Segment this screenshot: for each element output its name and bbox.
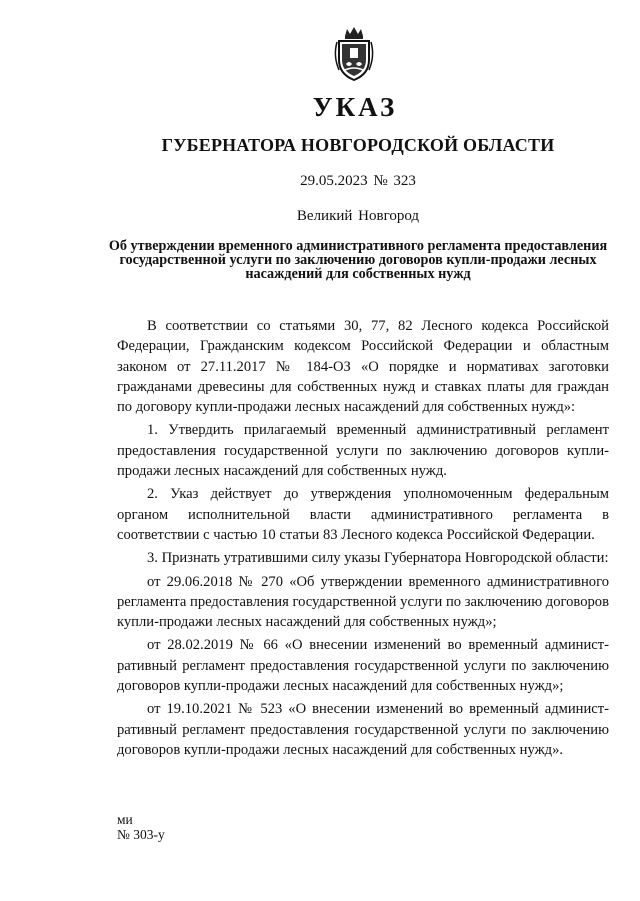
paragraph: от 19.10.2021 № 523 «О внесении изменений во временный админист-ративный регламент предоставления государственной услуги по заключению договоров купли-продажи лесных насаждений для собственных нужд».: [117, 701, 609, 758]
paragraph: от 29.06.2018 № 270 «Об утверждении временного административного регламента предоставления государственной услуги по заключению договоров купли-продажи лесных насаждений для собственных нужд»;: [117, 573, 609, 631]
document-footer: [117, 812, 165, 842]
footer-number: № 303-у: [117, 827, 165, 842]
footer-initials: ми: [117, 812, 133, 827]
document-issuer: ГУБЕРНАТОРА НОВГОРОДСКОЙ ОБЛАСТИ: [161, 135, 555, 155]
paragraph: 2. Указ действует до утверждения уполномоченным федеральным органом исполнительной власти административного регламента в соответствии с частью 10 статьи 83 Лесного кодекса Российской Федерации.: [117, 486, 609, 543]
paragraph: В соответствии со статьями 30, 77, 82 Лесного кодекса Российской Федерации, Гражданским кодексом Российской Федерации и областным законом от 27.11.2017 № 184-ОЗ «О порядке и нормативах заготовки гражданами древесины для собственных нужд и ставках платы для граждан по договору купли-продажи лесных насаждений для собственных нужд»:: [117, 318, 609, 416]
paragraph: 1. Утвердить прилагаемый временный административный регламент предоставления государственной услуги по заключению договоров купли-продажи лесных насаждений для собственных нужд.: [117, 422, 609, 480]
document-title: УКАЗ: [312, 92, 398, 122]
paragraph: 3. Признать утратившими силу указы Губернатора Новгородской области:: [147, 550, 609, 567]
paragraph: от 28.02.2019 № 66 «О внесении изменений во временный админист-ративный регламент предоставления государственной услуги по заключению договоров купли-продажи лесных насаждений для собственных нужд»;: [117, 637, 609, 695]
document-date-number: 29.05.2023 № 323: [300, 173, 416, 189]
document-city: Великий Новгород: [296, 208, 420, 224]
coat-of-arms-icon: [331, 26, 377, 82]
document-heading: Об утверждении временного административного регламента предоставления государственной услуги по заключению договоров купли-продажи лесных насаждений для собственных нужд: [108, 238, 608, 282]
document-body: [117, 316, 609, 760]
